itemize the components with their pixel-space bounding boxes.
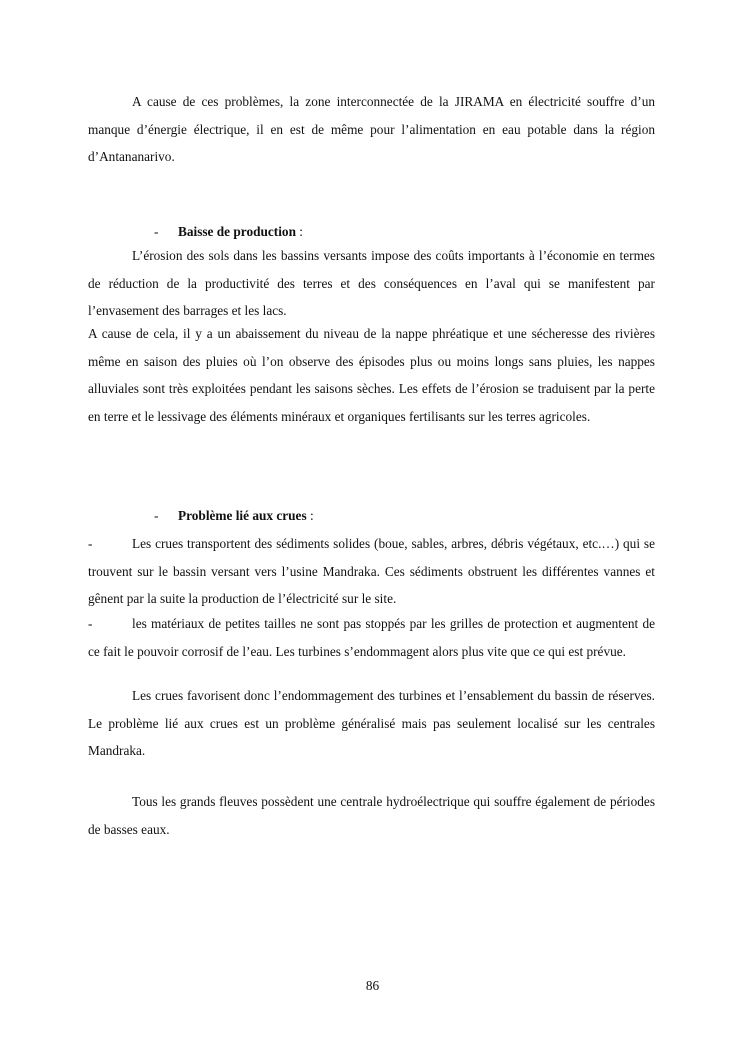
heading-title: Baisse de production xyxy=(178,224,296,239)
bullet-text: les matériaux de petites tailles ne sont pas stoppés par les grilles de protection et augmentent de ce fait le pouvoir corrosif de l’eau. Les turbines s’endommagent alors plus vite que ce qui est prévue. xyxy=(88,616,655,659)
bullet-text: Les crues transportent des sédiments solides (boue, sables, arbres, débris végétaux, etc.…) qui se trouvent sur le bassin versant vers l’usine Mandraka. Ces sédiments obstruent les différentes vannes et gênent par la suite la production de l’électricité sur le site. xyxy=(88,536,655,606)
heading-title: Problème lié aux crues xyxy=(178,508,307,523)
page-number: 86 xyxy=(365,978,380,993)
bullet-dash: - xyxy=(88,536,93,551)
bullet-corrosion xyxy=(88,610,655,665)
paragraph-fleuves: Tous les grands fleuves possèdent une centrale hydroélectrique qui souffre également de périodes de basses eaux. xyxy=(88,794,655,837)
paragraph-erosion-costs: L’érosion des sols dans les bassins versants impose des coûts importants à l’économie en termes de réduction de la productivité des terres et des conséquences en l’aval qui se manifestent par l’envasement des barrages et les lacs. xyxy=(88,248,655,318)
bullet-sediments xyxy=(88,530,655,613)
heading-probleme-crues xyxy=(154,502,314,530)
paragraph-water-table: A cause de cela, il y a un abaissement du niveau de la nappe phréatique et une sécheresse des rivières même en saison des pluies où l’on observe des épisodes plus ou moins longs sans pluies, les nappes alluviales sont très exploitées pendant les saisons sèches. Les effets de l’érosion se traduisent par la perte en terre et le lessivage des éléments minéraux et organiques fertilisants sur les terres agricoles. xyxy=(88,326,655,424)
heading-dash: - xyxy=(154,508,159,523)
paragraph-jirama-energy: A cause de ces problèmes, la zone interconnectée de la JIRAMA en électricité souffre d’un manque d’énergie électrique, il en est de même pour l’alimentation en eau potable dans la région d’Antananarivo. xyxy=(88,94,655,164)
heading-dash: - xyxy=(154,224,159,239)
bullet-dash: - xyxy=(88,616,93,631)
heading-suffix: : xyxy=(295,224,304,239)
paragraph-crues-damage: Les crues favorisent donc l’endommagement des turbines et l’ensablement du bassin de réserves. Le problème lié aux crues est un problème généralisé mais pas seulement localisé sur les centrales Mandraka. xyxy=(88,688,655,758)
heading-suffix: : xyxy=(306,508,314,523)
